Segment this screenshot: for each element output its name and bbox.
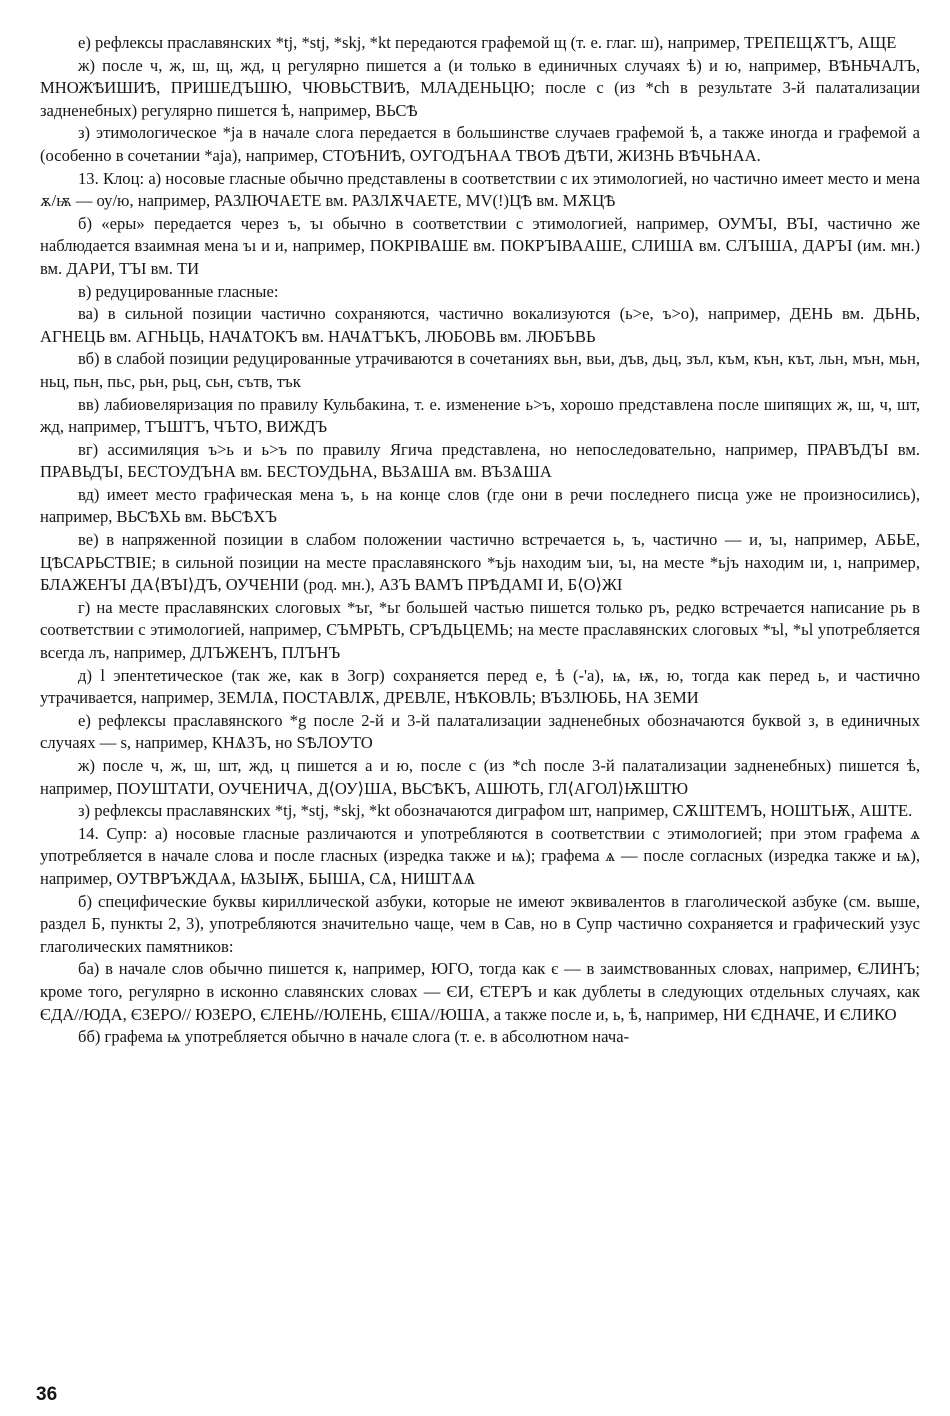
section-13-paragraph: 13. Клоц: а) носовые гласные обычно представлены в соответствии с их этимологией, но частично имеет место и мена ѫ/ѭ — оу/ю, например, РАЗЛЮЧАЕТЕ вм. РАЗЛѪЧАЕТЕ, МV(!)ЦѢ вм. МѪЦѢ [40, 168, 920, 211]
paragraph: е) рефлексы праславянских *tj, *stj, *skj, *kt передаются графемой щ (т. е. глаг. ш), например, ТРЕПЕЩѪТЪ, АЩЕ [78, 33, 897, 52]
paragraph: б) специфические буквы кириллической азбуки, которые не имеют эквивалентов в глаголической азбуке (см. выше, раздел Б, пункты 2, 3), употребляются значительно чаще, чем в Сав, но в Супр частично сохраняется и графический узус глаголических памятников: [40, 891, 920, 956]
paragraph: ба) в начале слов обычно пишется к, например, ЮГО, тогда как є — в заимствованных словах, например, ЄЛИНЪ; кроме того, регулярно в исконно славянских словах — ЄИ, ЄТЕРЪ и как дублеты в следующих отдельных случаях, как ЄДА//ЮДА, ЄЗЕРО// ЮЗЕРО, ЄЛЕНЬ//ЮЛЕНЬ, ЄША//ЮША, а также после и, ь, ѣ, например, НИ ЄДНАЧЕ, И ЄЛИКО [40, 959, 920, 1024]
paragraph: д) l эпентетическое (так же, как в Зогр) сохраняется перед е, ѣ (-'а), ѩ, ѭ, ю, тогда как перед ь, и частично утрачивается, например, ЗЕМЛѦ, ПОСТАВЛѪ, ДРЕВЛЕ, НѢКОВЛЬ; ВЪЗЛЮБЬ, НА ЗЕМИ [40, 665, 920, 708]
paragraph: з) рефлексы праславянских *tj, *stj, *skj, *kt обозначаются диграфом шт, например, СѪШТЕМЪ, НОШТЬѬ, АШТЕ. [78, 801, 913, 821]
paragraph: е) рефлексы праславянского *g после 2-й и 3-й палатализации задненебных обозначаются буквой з, в единичных случаях — ѕ, например, КНѦЗЪ, но ЅѢЛОУТО [40, 710, 920, 753]
paragraph: бб) графема ѩ употребляется обычно в начале слога (т. е. в абсолютном нача- [78, 1027, 630, 1047]
document-page [40, 32, 920, 1049]
section-14-paragraph: 14. Супр: а) носовые гласные различаются и употребляются в соответствии с этимологией; при этом графема ѧ употребляется в начале слова и после гласных (изредка также и ѩ); графема ѧ — после согласных (изредка также и ѩ), например, ОУТВРЪЖДАѦ, ѨЗЫѬ, БЫША, СѦ, НИШТѦѦ [40, 823, 920, 888]
paragraph: вв) лабиовеляризация по правилу Кульбакина, т. е. изменение ь>ъ, хорошо представлена после шипящих ж, ш, ч, шт, жд, например, ТЪШТЪ, ЧЪТО, ВИЖДЪ [40, 394, 920, 437]
paragraph: ж) после ч, ж, ш, щ, жд, ц регулярно пишется а (и только в единичных случаях ѣ) и ю, например, ВѢНЬЧАЛЪ, МНОЖѢИШИѢ, ПРИШЕДЪШЮ, ЧЮВЬСТВИѢ, МЛАДЕНЬЦЮ; после с (из *ch в результате 3-й палатализации задненебных) регулярно пишется ѣ, например, ВЬСѢ [40, 55, 920, 120]
paragraph: ве) в напряженной позиции в слабом положении частично встречается ь, ъ, частично — и, ъı, например, АБЬЕ, ЦѢСАРЬСТВІЕ; в сильной позиции на месте праславянского *ъjь находим ъıи, ъı, на месте *ьjъ находим ıи, ı, например, БЛАЖЕНЪI ДА⟨ВЪI⟩ДЪ, ОУЧЕНІИ (род. мн.), АЗЪ ВАМЪ ПРѢДАМІ И, Б⟨О⟩ЖІ [40, 530, 920, 595]
paragraph: вг) ассимиляция ъ>ь и ь>ъ по правилу Ягича представлена, но непоследовательно, например, ПРАВЪДЪI вм. ПРАВЬДЪI, БЕСТОУДЪНА вм. БЕСТОУДЬНА, ВЬЗѦША вм. ВЪЗѦША [40, 439, 920, 482]
paragraph: б) «еры» передается через ъ, ъı обычно в соответствии с этимологией, например, ОУМЪI, ВЪI, частично же наблюдается взаимная мена ъı и и, например, ПОКРІВАШЕ вм. ПОКРЪIВААШЕ, СЛИША вм. СЛЪIША, ДАРЪI (им. мн.) вм. ДАРИ, ТЪI вм. ТИ [40, 213, 920, 278]
paragraph: ж) после ч, ж, ш, шт, жд, ц пишется а и ю, после с (из *ch после 3-й палатализации задненебных) пишется ѣ, например, ПОУШТАТИ, ОУЧЕНИЧА, Д⟨ОУ⟩ША, ВЬСѢКЪ, АШЮТЬ, ГЛ⟨АГОЛ⟩ѬШТЮ [40, 756, 920, 798]
paragraph: ва) в сильной позиции частично сохраняются, частично вокализуются (ь>е, ъ>о), например, ДЕНЬ вм. ДЬНЬ, АГНЕЦЬ вм. АГНЬЦЬ, НАЧѦТОКЪ вм. НАЧѦТЪКЪ, ЛЮБОВЬ вм. ЛЮБЪВЬ [40, 304, 920, 346]
paragraph: г) на месте праславянских слоговых *ъr, *ьr большей частью пишется только ръ, редко встречается написание рь в соответствии с этимологией, например, СЪМРЬТЬ, СРЪДЬЦЕМЬ; на месте праславянских слоговых *ъl, *ьl употребляется всегда лъ, например, ДЛЪЖЕНЪ, ПЛЪНЪ [40, 597, 920, 663]
paragraph: в) редуцированные гласные: [78, 281, 279, 301]
paragraph: вд) имеет место графическая мена ъ, ь на конце слов (где они в речи последнего писца уже не произносились), например, ВЬСѢХЬ вм. ВЬСѢХЪ [40, 484, 920, 527]
page-number: 36 [36, 1384, 58, 1405]
paragraph: з) этимологическое *ja в начале слога передается в большинстве случаев графемой ѣ, а также иногда и графемой а (особенно в сочетании *aja), например, СТОѢНИѢ, ОУГОДЪНАА ТВОѢ ДѢТИ, ЖИЗНЬ ВѢЧЬНАА. [40, 123, 920, 165]
paragraph: вб) в слабой позиции редуцированные утрачиваются в сочетаниях вьн, вьи, дъв, дьц, зъл, към, кън, кът, льн, мън, мьн, ньц, пьн, пьс, рьн, рьц, сьн, сътв, тък [40, 349, 920, 391]
